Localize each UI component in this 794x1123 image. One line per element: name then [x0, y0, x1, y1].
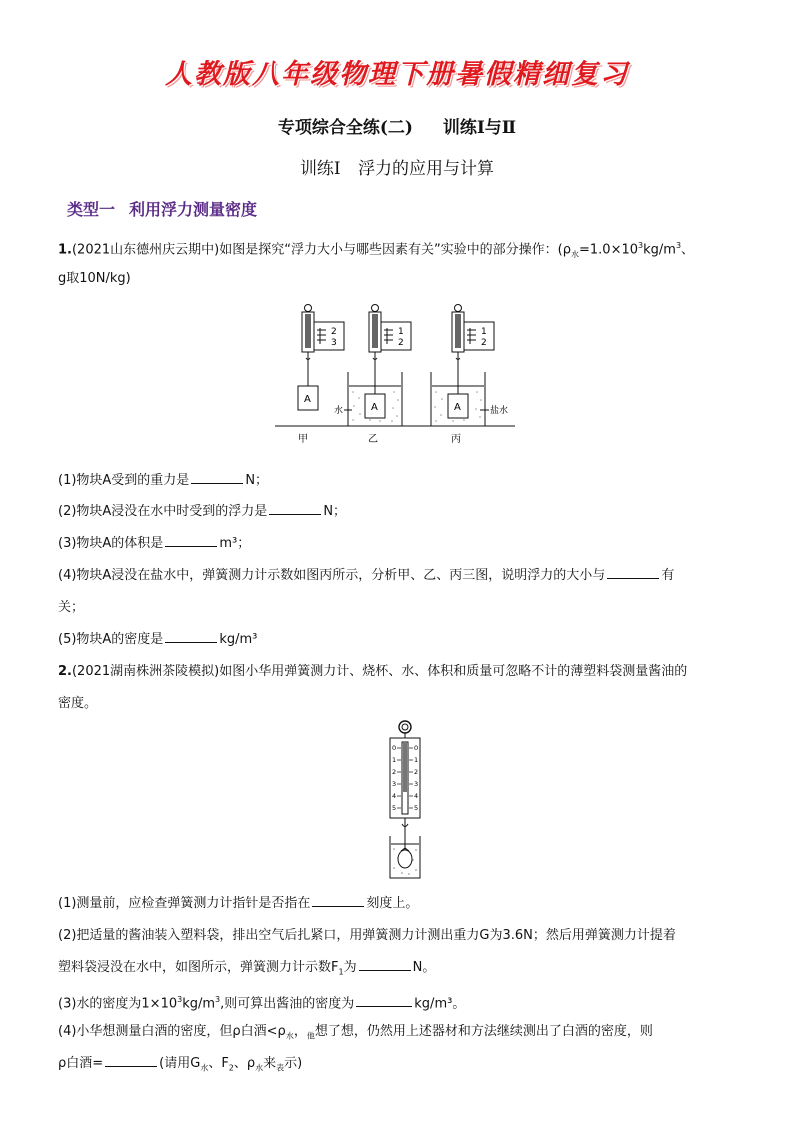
q2-item-4-line2-text: ρ白酒=: [58, 1056, 104, 1071]
answer-blank[interactable]: [105, 1052, 157, 1067]
tick-label: 3: [392, 780, 397, 788]
q2-intro-text: (2021湖南株洲茶陵模拟)如图小华用弹簧测力计、烧杯、水、体积和质量可忽略不计的薄塑料袋测量酱油的: [71, 664, 688, 679]
tick-label: 0: [392, 744, 397, 752]
q2-item-4-sub2: 他: [306, 1031, 315, 1041]
q1-item-3-unit: m³；: [219, 536, 251, 551]
q1-intro-text-c: kg/m: [643, 242, 676, 258]
water-label: 水: [334, 406, 344, 416]
tick-label: 4: [414, 792, 419, 800]
section-title: [0, 113, 794, 138]
q1-item-1-text: (1)物块A受到的重力是: [58, 473, 190, 488]
q1-number: 1.: [58, 242, 72, 258]
q2-item-4-text-c: 想了想，仍然用上述器材和方法继续测出了白酒的密度，则: [314, 1024, 653, 1039]
setup-yi: [334, 305, 411, 446]
q2-item-4-text-b: ，: [293, 1024, 307, 1039]
answer-blank[interactable]: [356, 992, 412, 1007]
tick-label: 1: [392, 756, 397, 764]
q1-item-3-text: (3)物块A的体积是: [58, 536, 164, 551]
q1-item-1-unit: N；: [245, 473, 269, 488]
q2-item-2-text: 塑料袋浸没在水中，如图所示，弹簧测力计示数F: [58, 960, 339, 975]
type-heading-topic: 利用浮力测量密度: [129, 200, 258, 219]
q1-intro-text: (2021山东德州庆云期中)如图是探究“浮力大小与哪些因素有关”实验中的部分操作：(ρ: [71, 242, 572, 258]
q2-item-1-text: (1)测量前，应检查弹簧测力计指针是否指在: [58, 896, 311, 911]
scale-mark: 2: [331, 327, 337, 337]
q2-item-2: (2)把适量的酱油装入塑料袋，排出空气后扎紧口，用弹簧测力计测出重力G为3.6N；然后用弹簧测力计提着: [58, 928, 676, 943]
q2-item-4: [58, 1019, 748, 1049]
scale-mark: 1: [481, 327, 487, 337]
q1-item-4-tail: 有: [661, 568, 675, 583]
section-title-text: 专项综合全练(二): [277, 118, 413, 138]
caption-jia: 甲: [298, 434, 308, 445]
q2-intro-line2: 密度。: [58, 696, 98, 711]
q2-item-4-line2-a: (请用G: [159, 1056, 201, 1071]
q2-item-4-line2-c: 、ρ: [233, 1056, 256, 1071]
q2-item-2-unit: N。: [412, 960, 436, 975]
q2-item-2-line2: [58, 955, 748, 985]
q2-item-3-text: (3)水的密度为1×10: [58, 996, 178, 1012]
q1-item-4: [58, 563, 748, 588]
q1-intro-sup: 3: [638, 241, 644, 250]
q2-item-4-line2-b: 、F: [208, 1056, 229, 1071]
q2-item-3-sup: 3: [177, 995, 183, 1004]
section-subtitle-text: 训练Ⅰ与Ⅱ: [442, 118, 517, 138]
q2-item-3-text-b: kg/m: [182, 996, 216, 1012]
tick-label: 5: [414, 804, 419, 812]
q2-item-4-line2-sub1: 水: [200, 1063, 209, 1073]
setup-bing: [431, 305, 508, 446]
block-label: A: [454, 402, 461, 413]
q2-item-4-line2-sub4: 表: [276, 1063, 285, 1073]
q1-item-2: [58, 499, 748, 524]
tick-label: 0: [414, 744, 419, 752]
q2-item-2-sub: 1: [338, 967, 344, 977]
q2-item-4-line2-d: 来: [263, 1056, 277, 1071]
q1-item-5-unit: kg/m³: [219, 632, 258, 647]
q2-item-1-tail: 刻度上。: [366, 896, 419, 911]
tick-label: 3: [414, 780, 419, 788]
tick-label: 5: [392, 804, 397, 812]
q1-item-4-line2: 关；: [58, 600, 85, 615]
q2-item-4-line2: [58, 1051, 748, 1081]
q2-item-3: [58, 987, 748, 1016]
q2-figure: [380, 718, 430, 882]
q2-item-4-line2-sub2: 2: [228, 1063, 234, 1073]
answer-blank[interactable]: [607, 564, 659, 579]
block-label: A: [371, 402, 378, 413]
training-topic: 浮力的应用与计算: [358, 159, 495, 179]
answer-blank[interactable]: [312, 892, 364, 907]
q2-item-3-text-c: ,则可算出酱油的密度为: [220, 996, 355, 1012]
banner-title: 人教版八年级物理下册暑假精细复习: [165, 59, 629, 90]
q1-intro-sup2: 3: [675, 241, 682, 250]
q2-item-3-sup2: 3: [215, 995, 221, 1004]
tick-label: 2: [414, 768, 419, 776]
scale-mark: 1: [398, 327, 404, 337]
answer-blank[interactable]: [359, 956, 411, 971]
q1-item-1: [58, 468, 748, 493]
q2-item-1: [58, 891, 748, 916]
q2-item-4-text: (4)小华想测量白酒的密度，但ρ白酒<ρ: [58, 1024, 286, 1039]
answer-blank[interactable]: [191, 469, 243, 484]
q2-number: 2.: [58, 664, 72, 679]
q2-item-4-line2-e: 示): [284, 1056, 303, 1071]
answer-blank[interactable]: [165, 532, 217, 547]
q1-intro-line2: g取10N/kg): [58, 271, 131, 286]
training-label: 训练Ⅰ: [299, 159, 341, 179]
q1-intro-text-b: =1.0×10: [579, 242, 639, 258]
tick-label: 4: [392, 792, 397, 800]
caption-yi: 乙: [368, 434, 378, 445]
q1-item-5-text: (5)物块A的密度是: [58, 632, 164, 647]
q1-item-3: [58, 531, 748, 556]
q1-item-5: [58, 627, 748, 652]
training-title: [0, 154, 794, 179]
type-heading: [67, 197, 271, 220]
q1-intro: [58, 233, 748, 267]
salt-water-label: 盐水: [490, 406, 509, 416]
q2-item-4-sub: 水: [285, 1031, 294, 1041]
tick-label: 1: [414, 756, 419, 764]
tick-label: 2: [392, 768, 397, 776]
q2-item-3-unit: kg/m³。: [414, 996, 466, 1012]
q1-figure: [270, 300, 520, 448]
scale-mark: 2: [481, 338, 487, 348]
answer-blank[interactable]: [165, 628, 217, 643]
q1-intro-text-d: 、: [681, 242, 695, 258]
q1-item-2-text: (2)物块A浸没在水中时受到的浮力是: [58, 504, 268, 519]
caption-bing: 丙: [451, 434, 461, 445]
scale-mark: 3: [331, 338, 337, 348]
setup-jia: [298, 305, 344, 446]
block-label: A: [304, 394, 311, 405]
q1-item-2-unit: N；: [323, 504, 347, 519]
type-heading-label: 类型一: [67, 200, 116, 219]
q1-item-4-text: (4)物块A浸没在盐水中，弹簧测力计示数如图丙所示，分析甲、乙、丙三图，说明浮力的大小与: [58, 568, 606, 583]
q2-intro: [58, 659, 748, 684]
q2-item-2-mid: 为: [343, 960, 357, 975]
scale-mark: 2: [398, 338, 404, 348]
q1-intro-sub: 水: [571, 249, 580, 259]
answer-blank[interactable]: [269, 500, 321, 515]
q2-item-4-line2-sub3: 水: [255, 1063, 264, 1073]
